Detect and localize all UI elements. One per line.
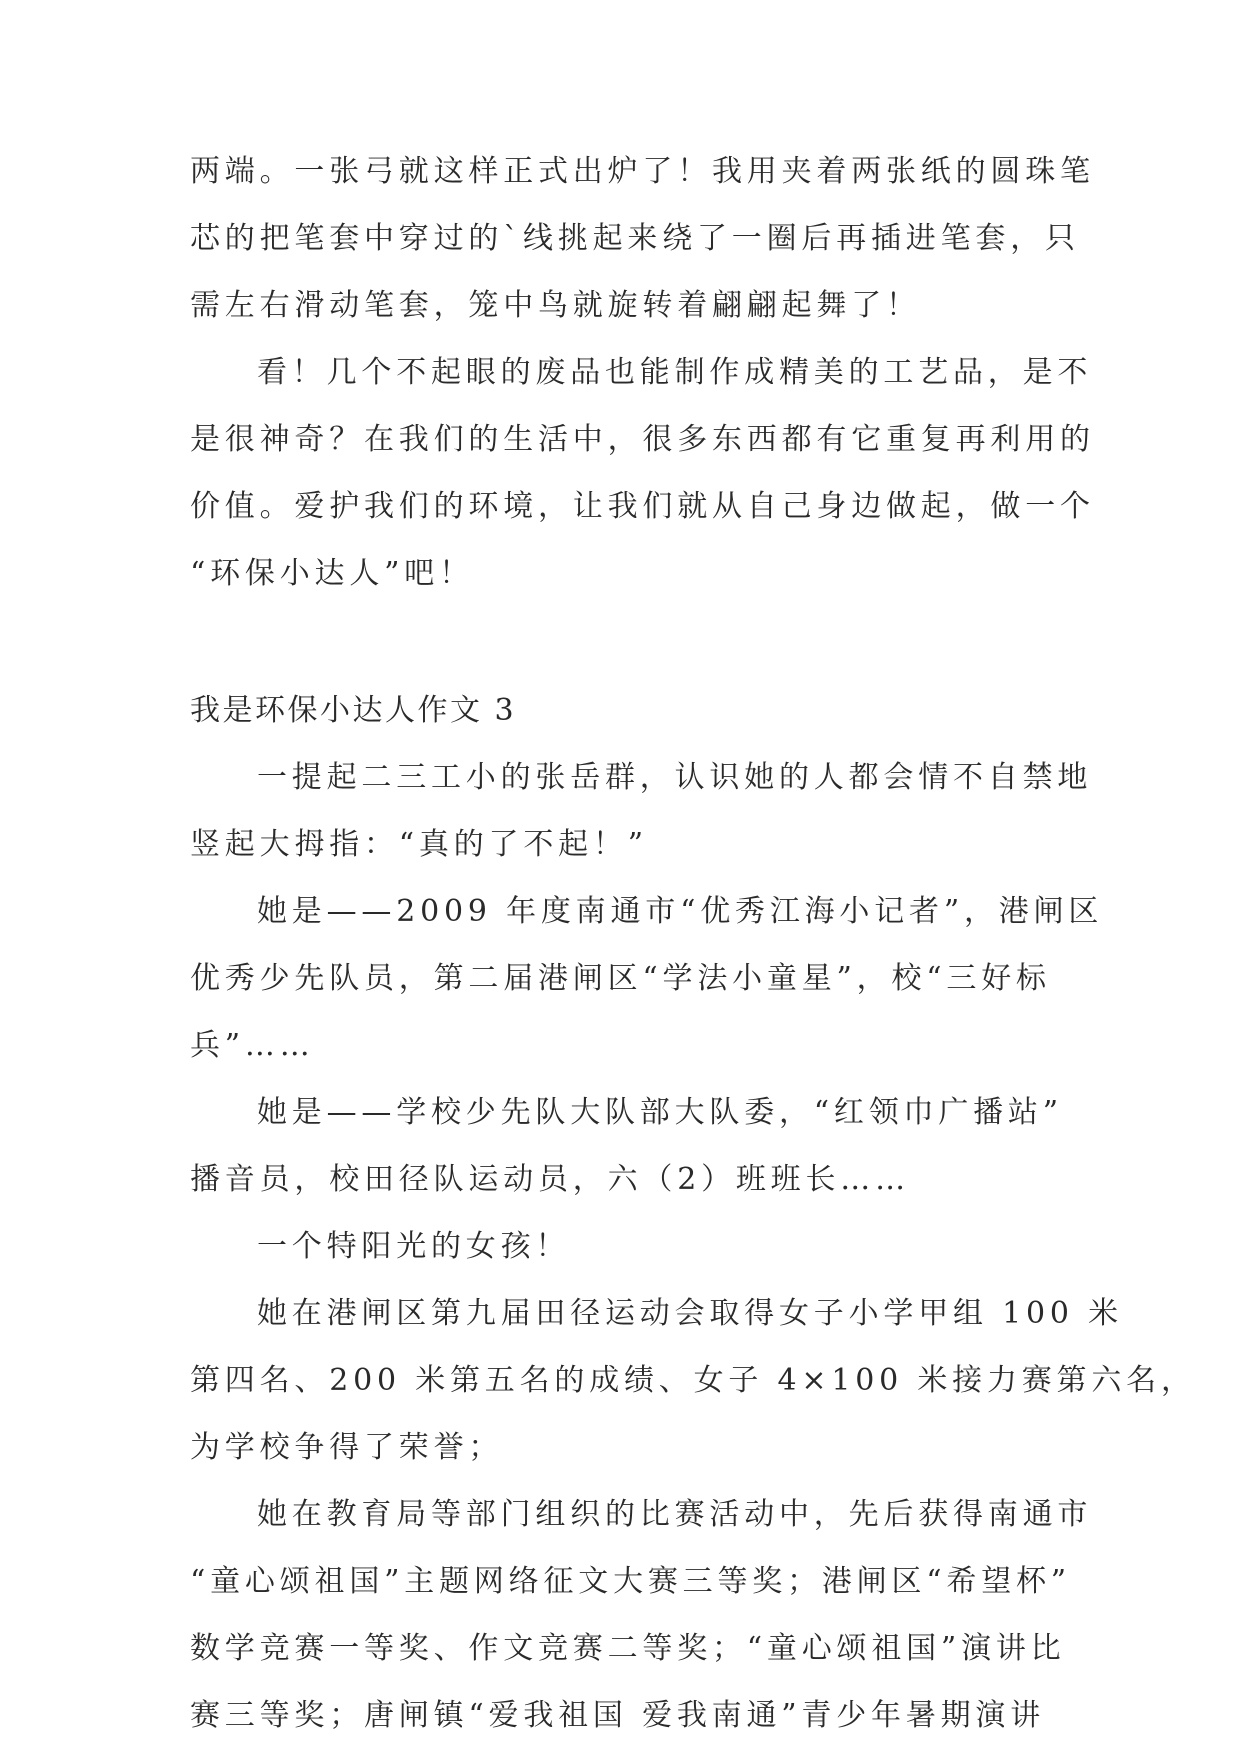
text-line: “环保小达人”吧！ (190, 556, 474, 591)
text-line: 是很神奇？在我们的生活中，很多东西都有它重复再利用的 (190, 422, 1095, 457)
text-line: 价值。爱护我们的环境，让我们就从自己身边做起，做一个 (190, 489, 1095, 524)
text-line: 赛三等奖；唐闸镇“爱我祖国 爱我南通”青少年暑期演讲 (190, 1698, 1046, 1733)
text-line: 播音员，校田径队运动员，六（2）班班长…… (190, 1162, 910, 1197)
section-heading: 我是环保小达人作文 3 (190, 693, 517, 728)
paragraph-start: 一提起二三工小的张岳群，认识她的人都会情不自禁地 (257, 760, 1093, 795)
text-line: 需左右滑动笔套，笼中鸟就旋转着翩翩起舞了！ (190, 288, 921, 323)
text-line: 芯的把笔套中穿过的`线挑起来绕了一圈后再插进笔套，只 (190, 221, 1080, 256)
paragraph-start: 她是——学校少先队大队部大队委，“红领巾广播站” (257, 1095, 1063, 1130)
text-line: 竖起大拇指：“真的了不起！” (190, 827, 648, 862)
paragraph-start: 她在港闸区第九届田径运动会取得女子小学甲组 100 米 (257, 1296, 1123, 1331)
paragraph-start: 一个特阳光的女孩！ (257, 1229, 571, 1264)
text-line: 第四名、200 米第五名的成绩、女子 4×100 米接力赛第六名， (190, 1363, 1196, 1398)
section-gap (190, 607, 1050, 677)
paragraph-start: 她在教育局等部门组织的比赛活动中，先后获得南通市 (257, 1497, 1093, 1532)
paragraph-start: 看！几个不起眼的废品也能制作成精美的工艺品，是不 (257, 355, 1093, 390)
text-line: 兵”…… (190, 1028, 315, 1063)
paragraph-start: 她是——2009 年度南通市“优秀江海小记者”，港闸区 (257, 894, 1104, 929)
text-line: 两端。一张弓就这样正式出炉了！我用夹着两张纸的圆珠笔 (190, 154, 1095, 189)
text-line: 为学校争得了荣誉； (190, 1430, 504, 1465)
text-line: 优秀少先队员，第二届港闸区“学法小童星”，校“三好标 (190, 961, 1051, 996)
document-page (190, 138, 1196, 1749)
text-line: “童心颂祖国”主题网络征文大赛三等奖；港闸区“希望杯” (190, 1564, 1071, 1599)
text-line: 数学竞赛一等奖、作文竞赛二等奖；“童心颂祖国”演讲比 (190, 1631, 1066, 1666)
